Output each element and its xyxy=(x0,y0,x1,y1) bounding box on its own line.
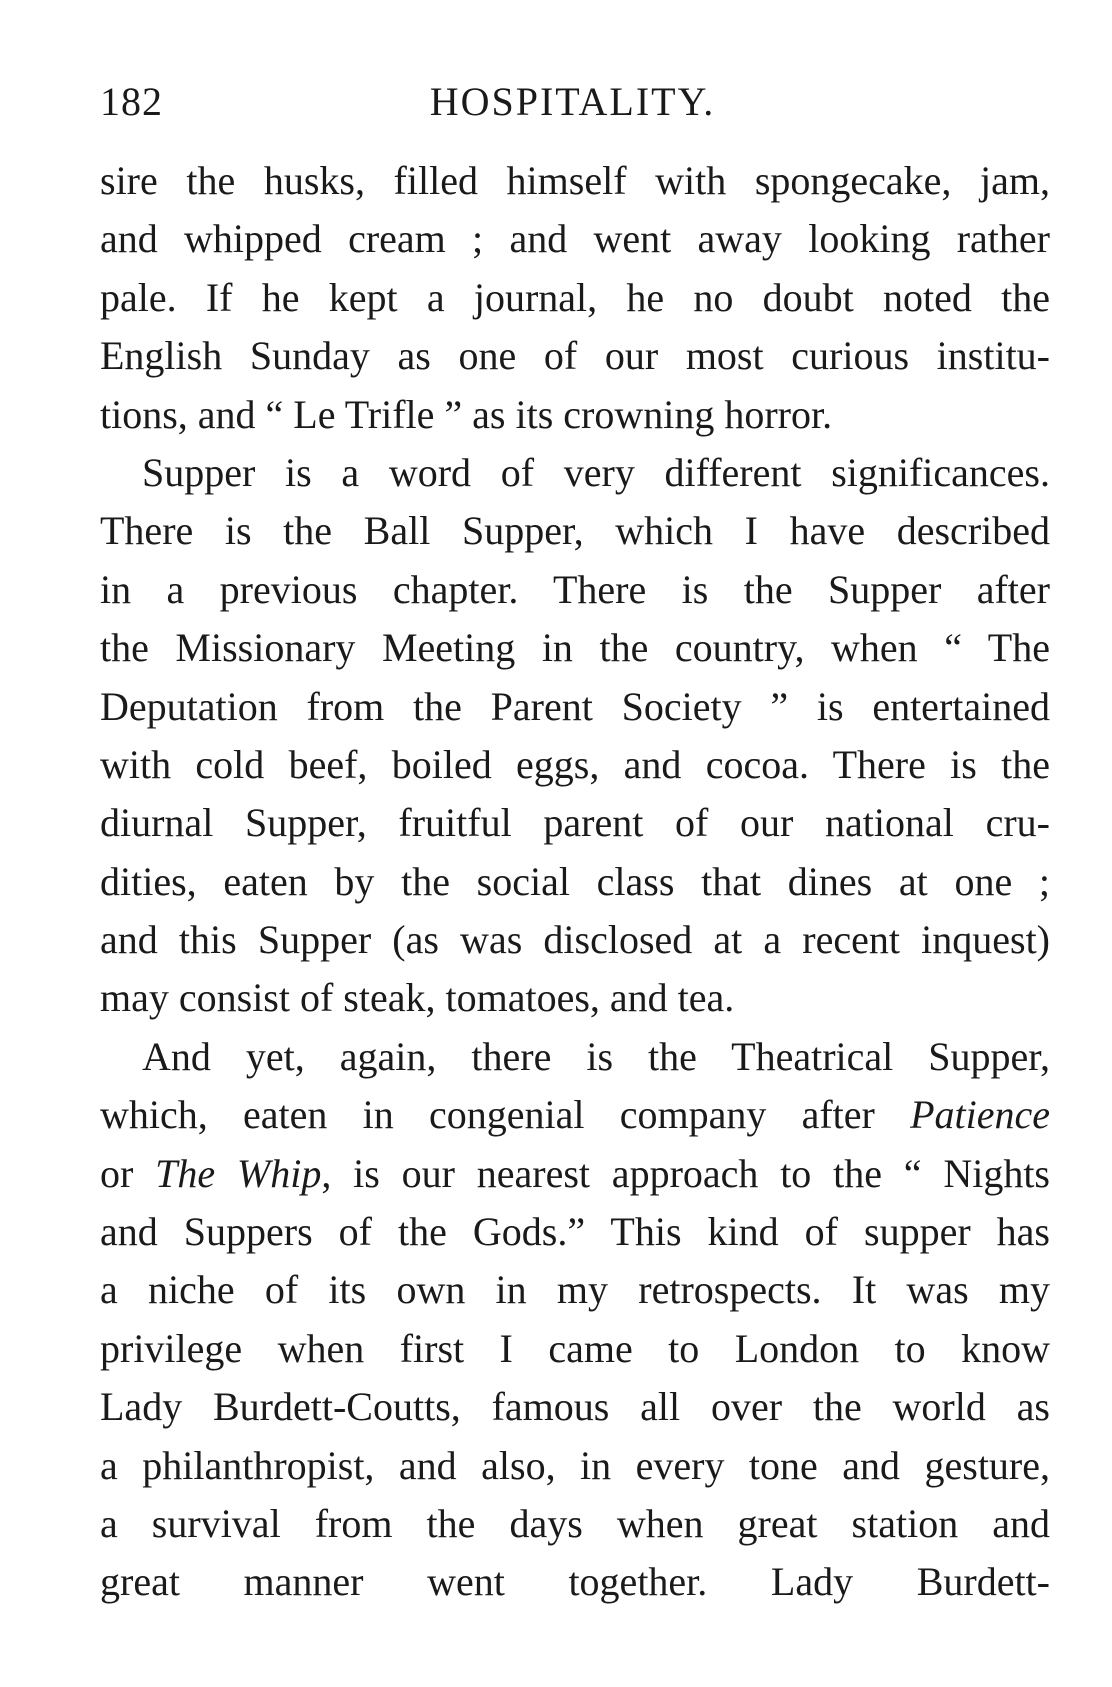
text-line xyxy=(100,1145,1050,1203)
italic-title-patience: Patience xyxy=(910,1092,1050,1138)
text-line: and whipped cream ; and went away looking rather xyxy=(100,216,1050,262)
text-line: may consist of steak, tomatoes, and tea. xyxy=(100,975,735,1021)
text-line: a niche of its own in my retrospects. It was my xyxy=(100,1267,1050,1313)
text-line: There is the Ball Supper, which I have described xyxy=(100,508,1050,554)
text-line: and Suppers of the Gods.” This kind of supper has xyxy=(100,1209,1050,1255)
text-segment: , is our nearest approach to the “ Nights xyxy=(321,1150,1050,1196)
page-header xyxy=(100,78,1045,138)
page-number: 182 xyxy=(100,79,163,124)
body-text xyxy=(100,152,1050,1612)
text-line: with cold beef, boiled eggs, and cocoa. There is the xyxy=(100,741,1050,787)
paragraph-1 xyxy=(100,152,1050,444)
text-line: great manner went together. Lady Burdett- xyxy=(100,1559,1050,1605)
text-line: privilege when first I came to London to know xyxy=(100,1325,1050,1371)
text-line: Deputation from the Parent Society ” is entertained xyxy=(100,683,1050,729)
paragraph-3 xyxy=(100,1028,1050,1612)
text-line: the Missionary Meeting in the country, when “ The xyxy=(100,625,1050,671)
text-line: pale. If he kept a journal, he no doubt noted the xyxy=(100,274,1050,320)
text-segment: or xyxy=(100,1150,156,1196)
text-line: in a previous chapter. There is the Supper after xyxy=(100,566,1050,612)
text-segment: which, eaten in congenial company after xyxy=(100,1092,911,1138)
text-line: dities, eaten by the social class that dines at one ; xyxy=(100,858,1050,904)
text-line: Lady Burdett-Coutts, famous all over the world as xyxy=(100,1384,1050,1430)
text-line: sire the husks, filled himself with spongecake, jam, xyxy=(100,158,1050,203)
text-line: tions, and “ Le Trifle ” as its crowning horror. xyxy=(100,391,833,437)
text-line: a survival from the days when great station and xyxy=(100,1500,1050,1546)
text-line: And yet, again, there is the Theatrical Supper, xyxy=(142,1033,1050,1079)
text-line: a philanthropist, and also, in every tone and gesture, xyxy=(100,1442,1050,1488)
paragraph-2 xyxy=(100,444,1050,1028)
text-line: English Sunday as one of our most curious institu- xyxy=(100,333,1050,379)
running-title: HOSPITALITY. xyxy=(429,79,716,124)
text-line: and this Supper (as was disclosed at a recent inquest) xyxy=(100,917,1050,963)
text-line: diurnal Supper, fruitful parent of our national cru- xyxy=(100,800,1050,846)
italic-title-the-whip: The Whip xyxy=(155,1150,322,1196)
text-line: Supper is a word of very different significances. xyxy=(142,449,1050,495)
text-line xyxy=(100,1086,1050,1144)
